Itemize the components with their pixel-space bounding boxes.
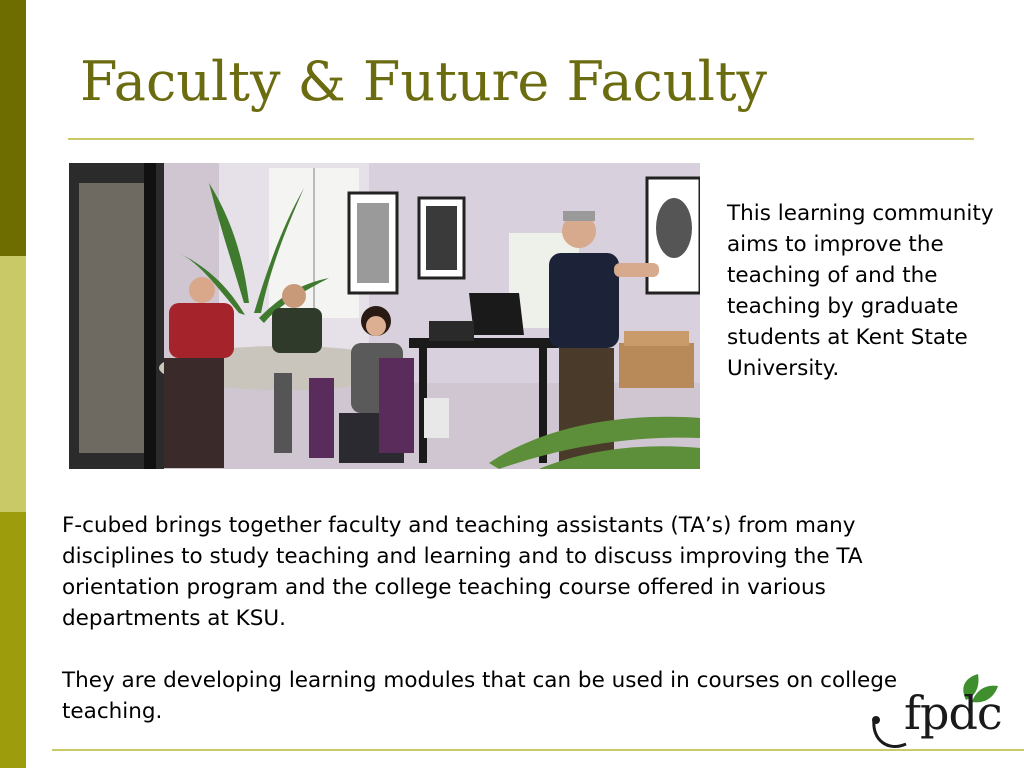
- accent-bar-segment-bottom: [0, 512, 26, 768]
- body-text: [62, 510, 952, 758]
- fpdc-logo: [868, 670, 1024, 766]
- slide-title: Faculty & Future Faculty: [80, 50, 768, 113]
- meeting-photo: [69, 163, 700, 469]
- intro-text: This learning community aims to improve the teaching of and the teaching by graduate students at Kent State University.: [727, 201, 994, 381]
- logo-text: fpdc: [904, 686, 1002, 740]
- left-accent-bar: [0, 0, 26, 768]
- title-divider: [68, 138, 974, 140]
- body-paragraph-1: F-cubed brings together faculty and teaching assistants (TA’s) from many disciplines to study teaching and learning and to discuss improving the TA orientation program and the college teaching course offered in various departments at KSU.: [62, 513, 863, 631]
- accent-bar-segment-middle: [0, 256, 26, 512]
- body-paragraph-2: They are developing learning modules that can be used in courses on college teaching.: [62, 668, 898, 724]
- accent-bar-segment-top: [0, 0, 26, 256]
